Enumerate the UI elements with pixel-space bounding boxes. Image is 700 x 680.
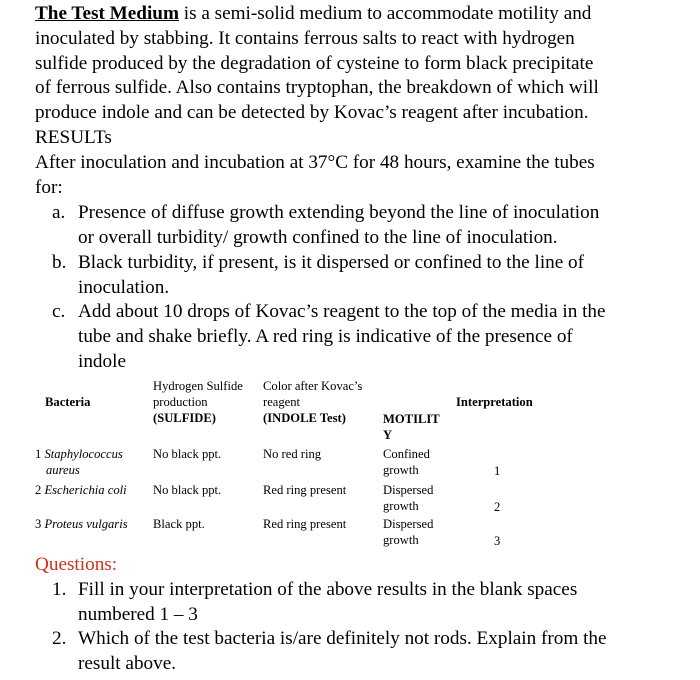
header-bacteria: Bacteria xyxy=(45,395,91,409)
table-row-3-sulfide: Black ppt. xyxy=(153,517,205,531)
medium-title: The Test Medium xyxy=(35,3,179,24)
step-text: Add about 10 drops of Kovac’s reagent to the top of the media in the tube and shake briefly. A red ring is indicative of the presence of indole xyxy=(78,301,606,372)
header-h2s: Hydrogen Sulfide production (SULFIDE) xyxy=(153,379,243,425)
header-kovac: Color after Kovac’s reagent (INDOLE Test) xyxy=(263,379,363,425)
header-motility: MOTILIT Y xyxy=(383,412,440,442)
question-marker: 2. xyxy=(52,628,67,649)
header-interpretation: Interpretation xyxy=(456,395,533,409)
table-row-2-bacteria: 2 Escherichia coli xyxy=(35,483,127,497)
table-row-3-bacteria: 3 Proteus vulgaris xyxy=(35,517,128,531)
step-marker: c. xyxy=(52,301,66,322)
table-row-2-indole: Red ring present xyxy=(263,483,347,497)
intro-line-2: inoculated by stabbing. It contains ferrous salts to react with hydrogen xyxy=(35,27,575,49)
table-row-2-motility: Dispersed growth xyxy=(383,483,434,513)
intro-line-5: produce indole and can be detected by Kovac’s reagent after incubation. xyxy=(35,102,589,124)
table-row-3-indole: Red ring present xyxy=(263,517,347,531)
question-text: Fill in your interpretation of the above results in the blank spaces numbered 1 – 3 xyxy=(78,579,578,625)
results-intro-line-2: for: xyxy=(35,176,63,198)
intro-line-1: The Test Medium is a semi-solid medium to accommodate motility and xyxy=(35,3,592,24)
table-row-1-motility: Confined growth xyxy=(383,447,430,477)
intro-line-3: sulfide produced by the degradation of cysteine to form black precipitate xyxy=(35,52,594,74)
table-row-1-bacteria: 1 Staphylococcus aureus xyxy=(35,447,123,477)
table-row-1-interpretation: 1 xyxy=(494,464,501,478)
question-text: Which of the test bacteria is/are definitely not rods. Explain from the result above. xyxy=(78,628,607,674)
questions-heading: Questions: xyxy=(35,554,118,575)
step-text: Black turbidity, if present, is it dispersed or confined to the line of inoculation. xyxy=(78,252,585,298)
step-text: Presence of diffuse growth extending beyond the line of inoculation or overall turbidity/ growth confined to the line of inoculation. xyxy=(78,202,600,248)
step-marker: b. xyxy=(52,252,67,273)
results-intro-line-1: After inoculation and incubation at 37°C for 48 hours, examine the tubes xyxy=(35,152,595,173)
table-row-1-indole: No red ring xyxy=(263,447,322,461)
intro-line-4: of ferrous sulfide. Also contains tryptophan, the breakdown of which will xyxy=(35,77,599,99)
question-marker: 1. xyxy=(52,579,67,600)
table-row-3-motility: Dispersed growth xyxy=(383,517,434,547)
table-row-1-sulfide: No black ppt. xyxy=(153,447,222,461)
table-row-2-sulfide: No black ppt. xyxy=(153,483,222,497)
table-row-2-interpretation: 2 xyxy=(494,500,501,514)
step-marker: a. xyxy=(52,202,66,223)
results-heading: RESULTs xyxy=(35,127,112,148)
intro-paragraph xyxy=(35,2,675,126)
results-intro xyxy=(35,151,675,201)
table-row-3-interpretation: 3 xyxy=(494,534,501,548)
